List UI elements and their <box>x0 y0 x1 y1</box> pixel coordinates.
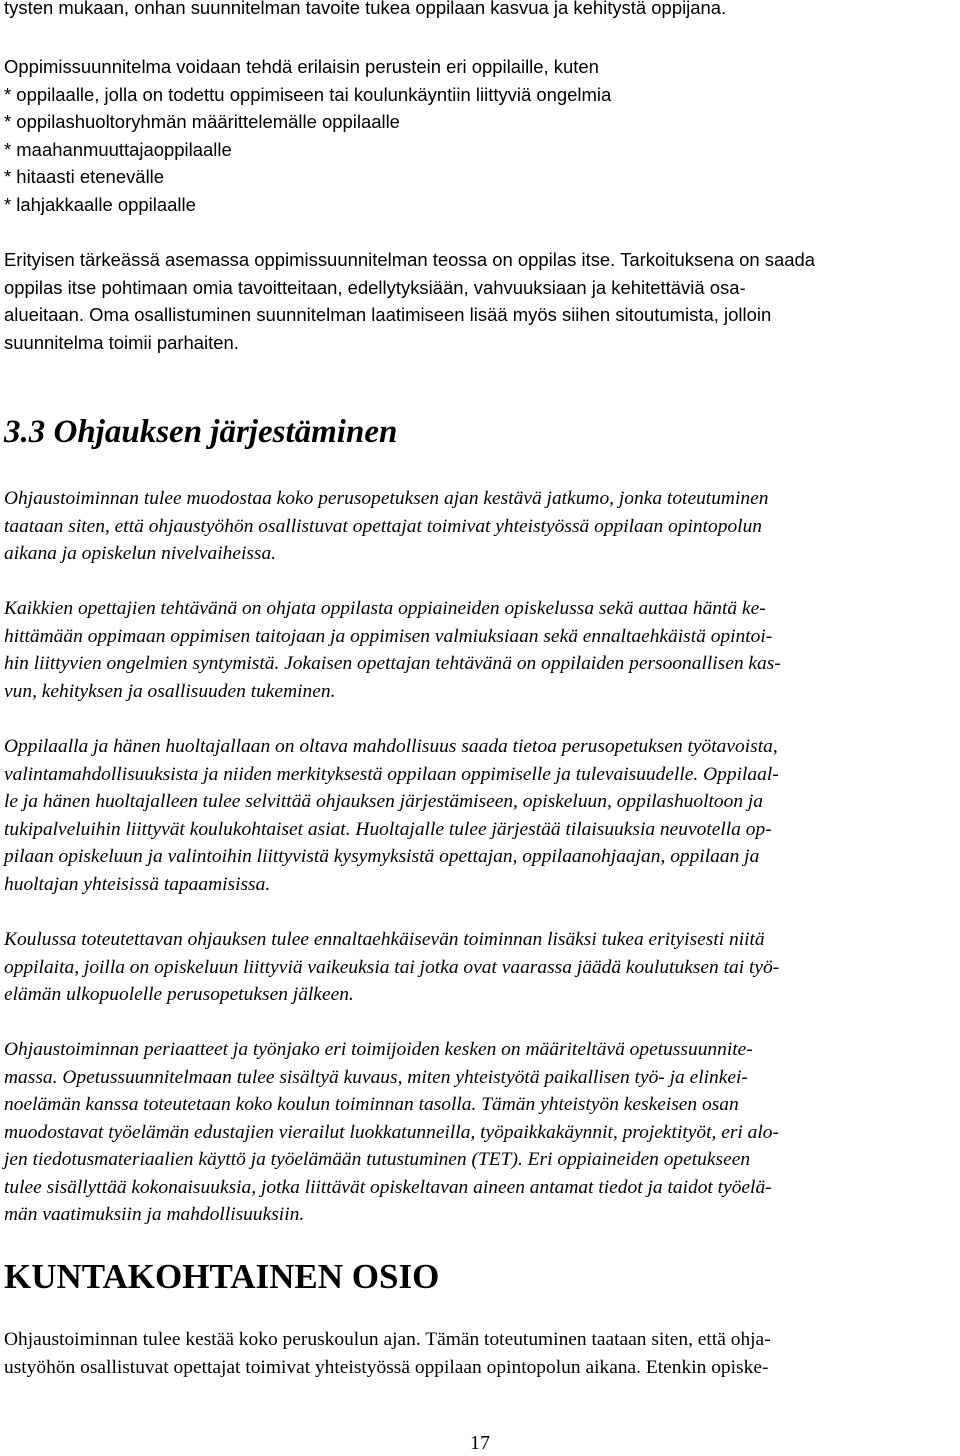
text-line: Koulussa toteutettavan ohjauksen tulee ennaltaehkäisevän toiminnan lisäksi tukea erityisesti niitä <box>4 929 765 950</box>
list-item: * maahanmuuttajaoppilaalle <box>4 138 232 160</box>
section-paragraph-1 <box>4 485 950 568</box>
text-line: Oppilaalla ja hänen huoltajallaan on oltava mahdollisuus saada tietoa perusopetuksen työtavoista, <box>4 736 778 757</box>
text-line: tukipalveluihin liittyvät koulukohtaiset asiat. Huoltajalle tulee järjestää tilaisuuksia neuvotella op- <box>4 818 772 840</box>
text-line: pilaan opiskeluun ja valintoihin liittyvistä kysymyksistä opettajan, oppilaanohjaajan, oppilaan ja <box>4 846 760 867</box>
text-line: taataan siten, että ohjaustyöhön osallistuvat opettajat toimivat yhteistyössä oppilaan opintopolun <box>4 515 763 537</box>
text-line: män vaatimuksiin ja mahdollisuuksiin. <box>4 1204 305 1225</box>
text-line: hin liittyvien ongelmien syntymistä. Jokaisen opettajan tehtävänä on oppilaiden persoonallisen kas- <box>4 653 781 674</box>
text-line: suunnitelma toimii parhaiten. <box>4 331 239 353</box>
section-paragraph-4 <box>4 926 950 1009</box>
text-line: alueitaan. Oma osallistuminen suunnitelman laatimiseen lisää myös siihen sitoutumista, jolloin <box>4 304 772 325</box>
text-line: muodostavat työelämän edustajien vierailut luokkatunneilla, työpaikkakäynnit, projektityöt, eri alo- <box>4 1121 779 1143</box>
section-paragraph-5 <box>4 1036 950 1229</box>
text-line: tulee sisällyttää kokonaisuuksia, jotka liittävät opiskeltavan aineen antamat tiedot ja taidot työelä- <box>4 1176 772 1198</box>
text-line: massa. Opetussuunnitelmaan tulee sisältyä kuvaus, miten yhteistyötä paikallisen työ- ja elinkei- <box>4 1066 748 1088</box>
page-number: 17 <box>470 1432 490 1454</box>
intro-list <box>4 53 950 218</box>
text-line: valintamahdollisuuksista ja niiden merkityksestä oppilaan oppimiselle ja tulevaisuudelle. Oppilaal- <box>4 763 779 785</box>
intro-lead: Oppimissuunnitelma voidaan tehdä erilaisin perustein eri oppilaille, kuten <box>4 56 599 77</box>
text-line: elämän ulkopuolelle perusopetuksen jälkeen. <box>4 984 354 1005</box>
text-line: oppilas itse pohtimaan omia tavoitteitaan, edellytyksiään, vahvuuksiaan ja kehitettäviä osa- <box>4 276 746 298</box>
section-paragraph-2 <box>4 595 950 705</box>
text-line: tysten mukaan, onhan suunnitelman tavoite tukea oppilaan kasvua ja kehitystä oppijana. <box>4 0 727 18</box>
section-heading: 3.3 Ohjauksen järjestäminen <box>4 414 398 450</box>
text-line: Erityisen tärkeässä asemassa oppimissuunnitelman teossa on oppilas itse. Tarkoituksena on saada <box>4 249 816 270</box>
text-line: Kaikkien opettajien tehtävänä on ohjata oppilasta oppiaineiden opiskelussa sekä auttaa häntä ke- <box>4 598 766 619</box>
list-item: * lahjakkaalle oppilaalle <box>4 193 196 215</box>
municipal-heading: KUNTAKOHTAINEN OSIO <box>4 1257 440 1296</box>
text-line: vun, kehityksen ja osallisuuden tukeminen. <box>4 680 336 702</box>
top-fragment <box>4 0 950 22</box>
text-line: ustyöhön osallistuvat opettajat toimivat yhteistyössä oppilaan opintopolun aikana. Etenkin opiske- <box>4 1356 769 1378</box>
list-item: * hitaasti etenevälle <box>4 166 165 187</box>
text-line: huoltajan yhteisissä tapaamisissa. <box>4 873 271 895</box>
text-line: jen tiedotusmateriaalien käyttö ja työelämään tutustuminen (TET). Eri oppiaineiden opetukseen <box>4 1149 751 1170</box>
text-line: aikana ja opiskelun nivelvaiheissa. <box>4 543 277 564</box>
section-paragraph-3 <box>4 733 950 898</box>
municipal-paragraph <box>4 1326 950 1381</box>
text-line: le ja hänen huoltajalleen tulee selvittää ohjauksen järjestämiseen, opiskeluun, oppilashuoltoon ja <box>4 791 764 812</box>
text-line: noelämän kanssa toteutetaan koko koulun toiminnan tasolla. Tämän yhteistyön keskeisen osan <box>4 1094 739 1115</box>
text-line: oppilaita, joilla on opiskeluun liittyviä vaikeuksia tai jotka ovat vaarassa jäädä koulutuksen tai työ- <box>4 956 780 978</box>
list-item: * oppilashuoltoryhmän määrittelemälle oppilaalle <box>4 111 400 132</box>
text-line: Ohjaustoiminnan tulee muodostaa koko perusopetuksen ajan kestävä jatkumo, jonka toteutuminen <box>4 488 769 509</box>
participation-paragraph <box>4 246 950 356</box>
text-line: Ohjaustoiminnan periaatteet ja työnjako eri toimijoiden kesken on määriteltävä opetussuunnite- <box>4 1039 753 1060</box>
text-line: Ohjaustoiminnan tulee kestää koko peruskoulun ajan. Tämän toteutuminen taataan siten, että ohja- <box>4 1329 771 1350</box>
list-item: * oppilaalle, jolla on todettu oppimiseen tai koulunkäyntiin liittyviä ongelmia <box>4 83 612 105</box>
text-line: hittämään oppimaan oppimisen taitojaan ja oppimisen valmiuksiaan sekä ennaltaehkäistä opintoi- <box>4 625 773 647</box>
